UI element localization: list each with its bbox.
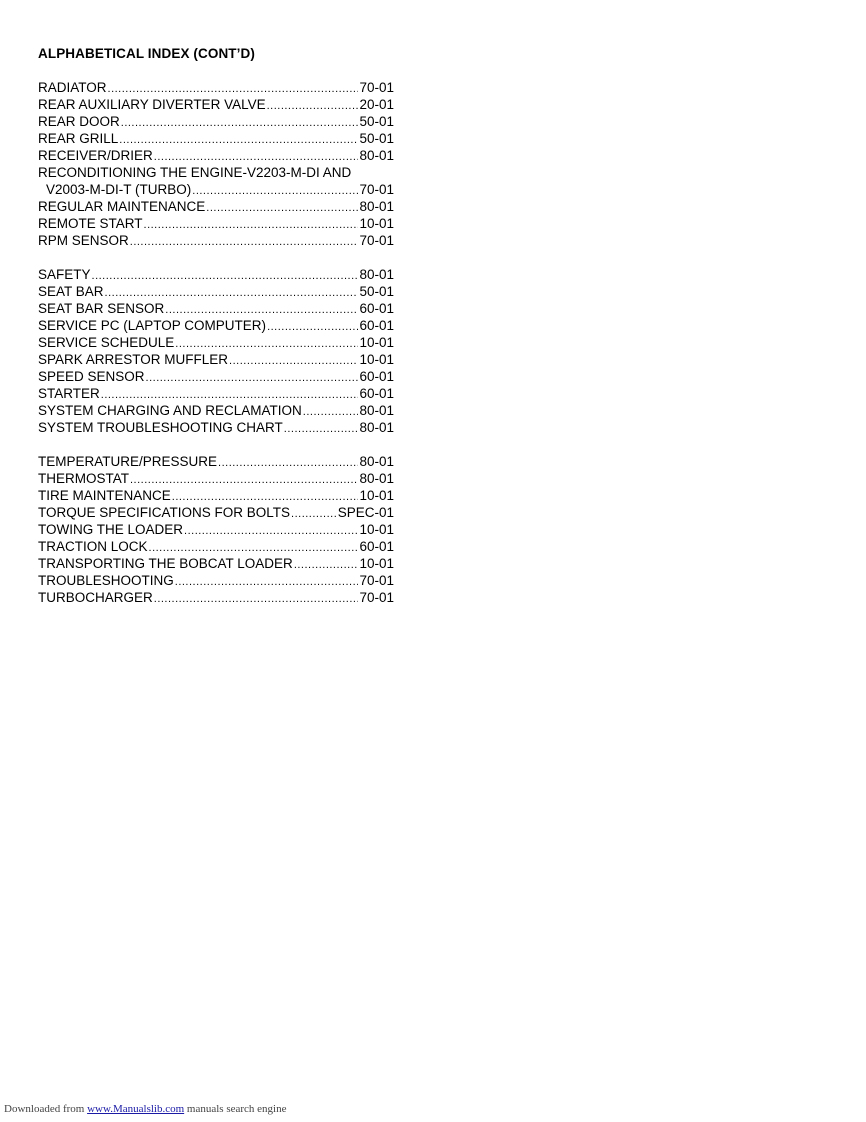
index-entry (38, 538, 394, 555)
manualslib-link[interactable]: www.Manualslib.com (87, 1103, 185, 1115)
index-page-ref: 80-01 (359, 267, 394, 282)
index-term: SYSTEM TROUBLESHOOTING CHART (38, 420, 283, 435)
index-entry (38, 334, 394, 351)
index-entry (38, 300, 394, 317)
index-page-ref: 80-01 (359, 471, 394, 486)
dot-leader (119, 132, 358, 149)
index-entry-continued (38, 164, 394, 181)
index-page-ref: 60-01 (359, 539, 394, 554)
dot-leader (121, 115, 359, 132)
index-term: REAR DOOR (38, 114, 120, 129)
index-term: REGULAR MAINTENANCE (38, 199, 206, 214)
index-page-ref: 70-01 (359, 590, 394, 605)
index-term: STARTER (38, 386, 100, 401)
dot-leader (294, 557, 359, 574)
index-term: SERVICE SCHEDULE (38, 335, 175, 350)
index-term: SEAT BAR (38, 284, 104, 299)
index-entry (38, 198, 394, 215)
dot-leader (206, 200, 358, 217)
index-entry (38, 181, 394, 198)
index-entry (38, 385, 394, 402)
index-page-ref: 80-01 (359, 420, 394, 435)
index-term: TRACTION LOCK (38, 539, 148, 554)
index-entry (38, 215, 394, 232)
index-page-ref: 60-01 (359, 386, 394, 401)
dot-leader (130, 234, 359, 251)
dot-leader (92, 268, 359, 285)
index-page-ref: 10-01 (359, 352, 394, 367)
index-page-ref: 60-01 (359, 318, 394, 333)
index-group-r (38, 79, 394, 249)
index-entry (38, 470, 394, 487)
index-term: SEAT BAR SENSOR (38, 301, 165, 316)
index-term: TRANSPORTING THE BOBCAT LOADER (38, 556, 293, 571)
index-entry (38, 79, 394, 96)
index-page-ref: 10-01 (359, 335, 394, 350)
dot-leader (154, 591, 359, 608)
index-term: TOWING THE LOADER (38, 522, 184, 537)
dot-leader (144, 217, 359, 234)
index-entry (38, 572, 394, 589)
index-entry (38, 453, 394, 470)
index-page-ref: 70-01 (359, 233, 394, 248)
index-entry (38, 419, 394, 436)
dot-leader (303, 404, 359, 421)
index-page-ref: 80-01 (359, 148, 394, 163)
index-entry (38, 351, 394, 368)
index-entry (38, 283, 394, 300)
index-term: SYSTEM CHARGING AND RECLAMATION (38, 403, 302, 418)
dot-leader (229, 353, 358, 370)
index-term: THERMOSTAT (38, 471, 129, 486)
index-entry (38, 232, 394, 249)
index-term: RECONDITIONING THE ENGINE-V2203-M-DI AND (38, 165, 352, 180)
index-page-ref: 70-01 (359, 80, 394, 95)
dot-leader (284, 421, 359, 438)
index-term: TURBOCHARGER (38, 590, 153, 605)
index-entry (38, 147, 394, 164)
index-page-ref: 10-01 (359, 216, 394, 231)
page-title: ALPHABETICAL INDEX (CONT’D) (38, 46, 255, 61)
index-group-t (38, 453, 394, 606)
index-page-ref: 50-01 (359, 114, 394, 129)
footer-prefix: Downloaded from (4, 1103, 85, 1115)
dot-leader (218, 455, 358, 472)
index-page-ref: 60-01 (359, 301, 394, 316)
index-entry (38, 487, 394, 504)
index-term: RADIATOR (38, 80, 107, 95)
dot-leader (267, 319, 358, 336)
index-entry (38, 96, 394, 113)
index-term: TIRE MAINTENANCE (38, 488, 171, 503)
index-term: SAFETY (38, 267, 91, 282)
index-entry (38, 589, 394, 606)
dot-leader (184, 523, 358, 540)
index-entry (38, 368, 394, 385)
index-entry (38, 402, 394, 419)
index-page-ref: 70-01 (359, 573, 394, 588)
index-page-ref: 20-01 (359, 97, 394, 112)
index-page-ref: SPEC-01 (337, 505, 394, 520)
index-entry (38, 130, 394, 147)
index-term: TEMPERATURE/PRESSURE (38, 454, 218, 469)
index-term: REAR AUXILIARY DIVERTER VALVE (38, 97, 266, 112)
index-term: TORQUE SPECIFICATIONS FOR BOLTS (38, 505, 291, 520)
index-page-ref: 80-01 (359, 454, 394, 469)
footer-suffix: manuals search engine (186, 1103, 287, 1115)
index-page-ref: 80-01 (359, 199, 394, 214)
index-entry (38, 504, 394, 521)
index-page-ref: 70-01 (359, 182, 394, 197)
index-page-ref: 50-01 (359, 131, 394, 146)
dot-leader (291, 506, 337, 523)
index-term: V2003-M-DI-T (TURBO) (46, 182, 192, 197)
index-entry (38, 113, 394, 130)
index-term: RPM SENSOR (38, 233, 129, 248)
index-term: SERVICE PC (LAPTOP COMPUTER) (38, 318, 267, 333)
index-page-ref: 10-01 (359, 556, 394, 571)
index-term: RECEIVER/DRIER (38, 148, 153, 163)
dot-leader (175, 574, 359, 591)
dot-leader (146, 370, 359, 387)
download-footer (4, 1103, 286, 1115)
index-page-ref: 10-01 (359, 522, 394, 537)
index-list (38, 79, 394, 623)
dot-leader (267, 98, 359, 115)
dot-leader (192, 183, 358, 200)
index-page-ref: 10-01 (359, 488, 394, 503)
index-entry (38, 521, 394, 538)
index-term: TROUBLESHOOTING (38, 573, 174, 588)
index-page-ref: 80-01 (359, 403, 394, 418)
index-page-ref: 50-01 (359, 284, 394, 299)
index-term: REMOTE START (38, 216, 143, 231)
index-group-s (38, 266, 394, 436)
index-term: SPARK ARRESTOR MUFFLER (38, 352, 229, 367)
index-term: SPEED SENSOR (38, 369, 145, 384)
index-entry (38, 266, 394, 283)
index-term: REAR GRILL (38, 131, 119, 146)
index-entry (38, 317, 394, 334)
index-entry (38, 555, 394, 572)
index-page-ref: 60-01 (359, 369, 394, 384)
